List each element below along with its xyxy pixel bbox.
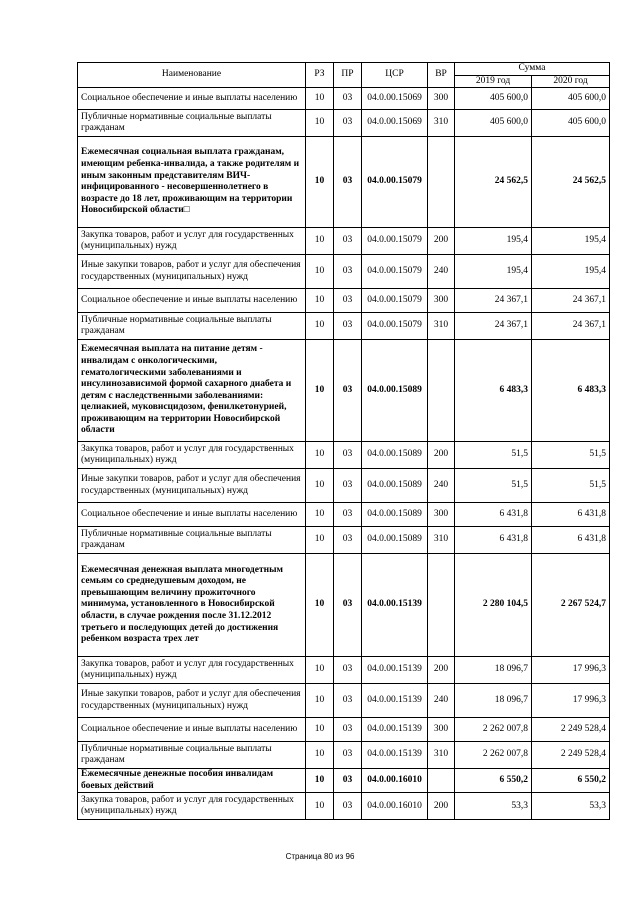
cell-name: Публичные нормативные социальные выплаты гражданам (78, 313, 306, 340)
cell-vr: 200 (428, 442, 455, 469)
cell-csr: 04.0.00.15089 (362, 503, 428, 527)
cell-name: Закупка товаров, работ и услуг для государственных (муниципальных) нужд (78, 657, 306, 684)
cell-sum-2019: 53,3 (455, 793, 532, 820)
cell-rz: 10 (306, 657, 334, 684)
cell-rz: 10 (306, 137, 334, 228)
cell-csr: 04.0.00.15139 (362, 718, 428, 742)
cell-csr: 04.0.00.15139 (362, 684, 428, 718)
cell-csr: 04.0.00.15089 (362, 469, 428, 503)
header-sum: Сумма (455, 63, 610, 76)
budget-table (77, 62, 610, 820)
cell-vr: 200 (428, 657, 455, 684)
cell-sum-2020: 17 996,3 (532, 657, 610, 684)
cell-name: Ежемесячные денежные пособия инвалидам боевых действий (78, 769, 306, 793)
table-row (78, 255, 610, 289)
cell-csr: 04.0.00.15139 (362, 657, 428, 684)
cell-sum-2020: 24 367,1 (532, 313, 610, 340)
cell-pr: 03 (334, 442, 362, 469)
cell-csr: 04.0.00.15079 (362, 137, 428, 228)
cell-vr: 240 (428, 684, 455, 718)
cell-pr: 03 (334, 228, 362, 255)
cell-sum-2019: 6 431,8 (455, 503, 532, 527)
cell-pr: 03 (334, 110, 362, 137)
cell-pr: 03 (334, 88, 362, 110)
cell-pr: 03 (334, 503, 362, 527)
cell-pr: 03 (334, 340, 362, 442)
cell-pr: 03 (334, 769, 362, 793)
cell-rz: 10 (306, 769, 334, 793)
cell-vr: 240 (428, 469, 455, 503)
table-row (78, 313, 610, 340)
cell-csr: 04.0.00.16010 (362, 769, 428, 793)
cell-sum-2020: 2 267 524,7 (532, 554, 610, 657)
header-csr: ЦСР (362, 63, 428, 88)
header-name: Наименование (78, 63, 306, 88)
table-row (78, 718, 610, 742)
cell-rz: 10 (306, 742, 334, 769)
cell-name: Публичные нормативные социальные выплаты гражданам (78, 742, 306, 769)
cell-rz: 10 (306, 793, 334, 820)
cell-csr: 04.0.00.15139 (362, 554, 428, 657)
table-row (78, 684, 610, 718)
cell-sum-2020: 405 600,0 (532, 110, 610, 137)
cell-sum-2019: 6 483,3 (455, 340, 532, 442)
cell-sum-2020: 53,3 (532, 793, 610, 820)
cell-csr: 04.0.00.15079 (362, 228, 428, 255)
header-2019: 2019 год (455, 75, 532, 88)
cell-rz: 10 (306, 228, 334, 255)
header-pr: ПР (334, 63, 362, 88)
cell-sum-2019: 18 096,7 (455, 684, 532, 718)
cell-pr: 03 (334, 793, 362, 820)
cell-sum-2019: 51,5 (455, 442, 532, 469)
cell-csr: 04.0.00.15089 (362, 527, 428, 554)
cell-vr: 310 (428, 527, 455, 554)
cell-sum-2019: 51,5 (455, 469, 532, 503)
table-row (78, 657, 610, 684)
cell-csr: 04.0.00.15079 (362, 289, 428, 313)
cell-name: Ежемесячная социальная выплата гражданам, имеющим ребенка-инвалида, а также родителям и иным законным представителям ВИЧ-инфицированного - несовершеннолетнего в возрасте до 18 лет, проживающим на территории Новосибирской области□ (78, 137, 306, 228)
cell-pr: 03 (334, 554, 362, 657)
cell-rz: 10 (306, 340, 334, 442)
cell-rz: 10 (306, 554, 334, 657)
cell-sum-2019: 195,4 (455, 255, 532, 289)
cell-sum-2019: 195,4 (455, 228, 532, 255)
cell-name: Ежемесячная денежная выплата многодетным семьям со среднедушевым доходом, не превышающим величину прожиточного минимума, установленного в Новосибирской области, в случае рождения после 31.12.2012 третьего и последующих детей до достижения ребенком возраста трех лет (78, 554, 306, 657)
header-vr: ВР (428, 63, 455, 88)
table-row (78, 442, 610, 469)
cell-csr: 04.0.00.15139 (362, 742, 428, 769)
cell-sum-2020: 24 562,5 (532, 137, 610, 228)
cell-sum-2020: 2 249 528,4 (532, 742, 610, 769)
cell-sum-2019: 24 367,1 (455, 289, 532, 313)
cell-csr: 04.0.00.15069 (362, 88, 428, 110)
cell-name: Иные закупки товаров, работ и услуг для обеспечения государственных (муниципальных) нужд (78, 255, 306, 289)
cell-sum-2019: 6 550,2 (455, 769, 532, 793)
cell-vr: 300 (428, 88, 455, 110)
cell-sum-2020: 51,5 (532, 469, 610, 503)
cell-sum-2019: 405 600,0 (455, 110, 532, 137)
cell-name: Закупка товаров, работ и услуг для государственных (муниципальных) нужд (78, 442, 306, 469)
cell-sum-2020: 24 367,1 (532, 289, 610, 313)
table-row (78, 137, 610, 228)
cell-rz: 10 (306, 684, 334, 718)
cell-rz: 10 (306, 88, 334, 110)
cell-csr: 04.0.00.16010 (362, 793, 428, 820)
cell-vr: 310 (428, 742, 455, 769)
cell-sum-2020: 17 996,3 (532, 684, 610, 718)
cell-vr: 300 (428, 503, 455, 527)
cell-csr: 04.0.00.15079 (362, 255, 428, 289)
table-row (78, 228, 610, 255)
cell-rz: 10 (306, 503, 334, 527)
table-row (78, 527, 610, 554)
table-row (78, 742, 610, 769)
table-row (78, 554, 610, 657)
cell-csr: 04.0.00.15069 (362, 110, 428, 137)
cell-name: Социальное обеспечение и иные выплаты населению (78, 88, 306, 110)
cell-name: Социальное обеспечение и иные выплаты населению (78, 718, 306, 742)
cell-pr: 03 (334, 657, 362, 684)
cell-sum-2020: 51,5 (532, 442, 610, 469)
cell-sum-2020: 195,4 (532, 228, 610, 255)
cell-pr: 03 (334, 137, 362, 228)
cell-sum-2019: 24 367,1 (455, 313, 532, 340)
page-number: Страница 80 из 96 (285, 852, 355, 861)
cell-sum-2020: 6 431,8 (532, 527, 610, 554)
cell-vr: 200 (428, 793, 455, 820)
cell-sum-2020: 195,4 (532, 255, 610, 289)
table-row (78, 110, 610, 137)
table-body (78, 88, 610, 820)
cell-rz: 10 (306, 718, 334, 742)
cell-pr: 03 (334, 289, 362, 313)
header-rz: РЗ (306, 63, 334, 88)
cell-vr: 310 (428, 313, 455, 340)
cell-rz: 10 (306, 442, 334, 469)
cell-name: Социальное обеспечение и иные выплаты населению (78, 289, 306, 313)
cell-rz: 10 (306, 469, 334, 503)
table-row (78, 289, 610, 313)
cell-pr: 03 (334, 255, 362, 289)
cell-sum-2019: 6 431,8 (455, 527, 532, 554)
cell-name: Публичные нормативные социальные выплаты гражданам (78, 110, 306, 137)
cell-pr: 03 (334, 684, 362, 718)
cell-sum-2020: 6 483,3 (532, 340, 610, 442)
cell-pr: 03 (334, 527, 362, 554)
table-row (78, 469, 610, 503)
cell-rz: 10 (306, 289, 334, 313)
cell-sum-2019: 2 262 007,8 (455, 718, 532, 742)
cell-vr: 240 (428, 255, 455, 289)
cell-sum-2020: 6 431,8 (532, 503, 610, 527)
cell-vr (428, 769, 455, 793)
cell-name: Публичные нормативные социальные выплаты гражданам (78, 527, 306, 554)
cell-vr (428, 137, 455, 228)
table-row (78, 503, 610, 527)
cell-rz: 10 (306, 110, 334, 137)
table-row (78, 769, 610, 793)
cell-pr: 03 (334, 313, 362, 340)
table-row (78, 88, 610, 110)
cell-name: Социальное обеспечение и иные выплаты населению (78, 503, 306, 527)
cell-vr: 310 (428, 110, 455, 137)
cell-sum-2020: 2 249 528,4 (532, 718, 610, 742)
cell-name: Ежемесячная выплата на питание детям - инвалидам с онкологическими, гематологическими заболеваниями и инсулинозависимой формой сахарного диабета и детям с наследственными заболеваниями: целиакией, муковисцидозом, фенилкетонурией, проживающим на территории Новосибирской области (78, 340, 306, 442)
cell-csr: 04.0.00.15079 (362, 313, 428, 340)
cell-csr: 04.0.00.15089 (362, 442, 428, 469)
table-row (78, 793, 610, 820)
cell-name: Закупка товаров, работ и услуг для государственных (муниципальных) нужд (78, 793, 306, 820)
cell-vr (428, 340, 455, 442)
cell-pr: 03 (334, 742, 362, 769)
cell-csr: 04.0.00.15089 (362, 340, 428, 442)
cell-name: Иные закупки товаров, работ и услуг для обеспечения государственных (муниципальных) нужд (78, 684, 306, 718)
cell-rz: 10 (306, 313, 334, 340)
cell-name: Иные закупки товаров, работ и услуг для обеспечения государственных (муниципальных) нужд (78, 469, 306, 503)
cell-sum-2019: 405 600,0 (455, 88, 532, 110)
cell-sum-2019: 2 280 104,5 (455, 554, 532, 657)
cell-sum-2020: 6 550,2 (532, 769, 610, 793)
cell-pr: 03 (334, 469, 362, 503)
cell-name: Закупка товаров, работ и услуг для государственных (муниципальных) нужд (78, 228, 306, 255)
cell-sum-2019: 24 562,5 (455, 137, 532, 228)
cell-rz: 10 (306, 255, 334, 289)
cell-vr: 200 (428, 228, 455, 255)
cell-sum-2019: 2 262 007,8 (455, 742, 532, 769)
header-2020: 2020 год (532, 75, 610, 88)
table-row (78, 340, 610, 442)
cell-vr: 300 (428, 718, 455, 742)
cell-vr: 300 (428, 289, 455, 313)
cell-sum-2020: 405 600,0 (532, 88, 610, 110)
cell-rz: 10 (306, 527, 334, 554)
cell-sum-2019: 18 096,7 (455, 657, 532, 684)
cell-pr: 03 (334, 718, 362, 742)
cell-vr (428, 554, 455, 657)
